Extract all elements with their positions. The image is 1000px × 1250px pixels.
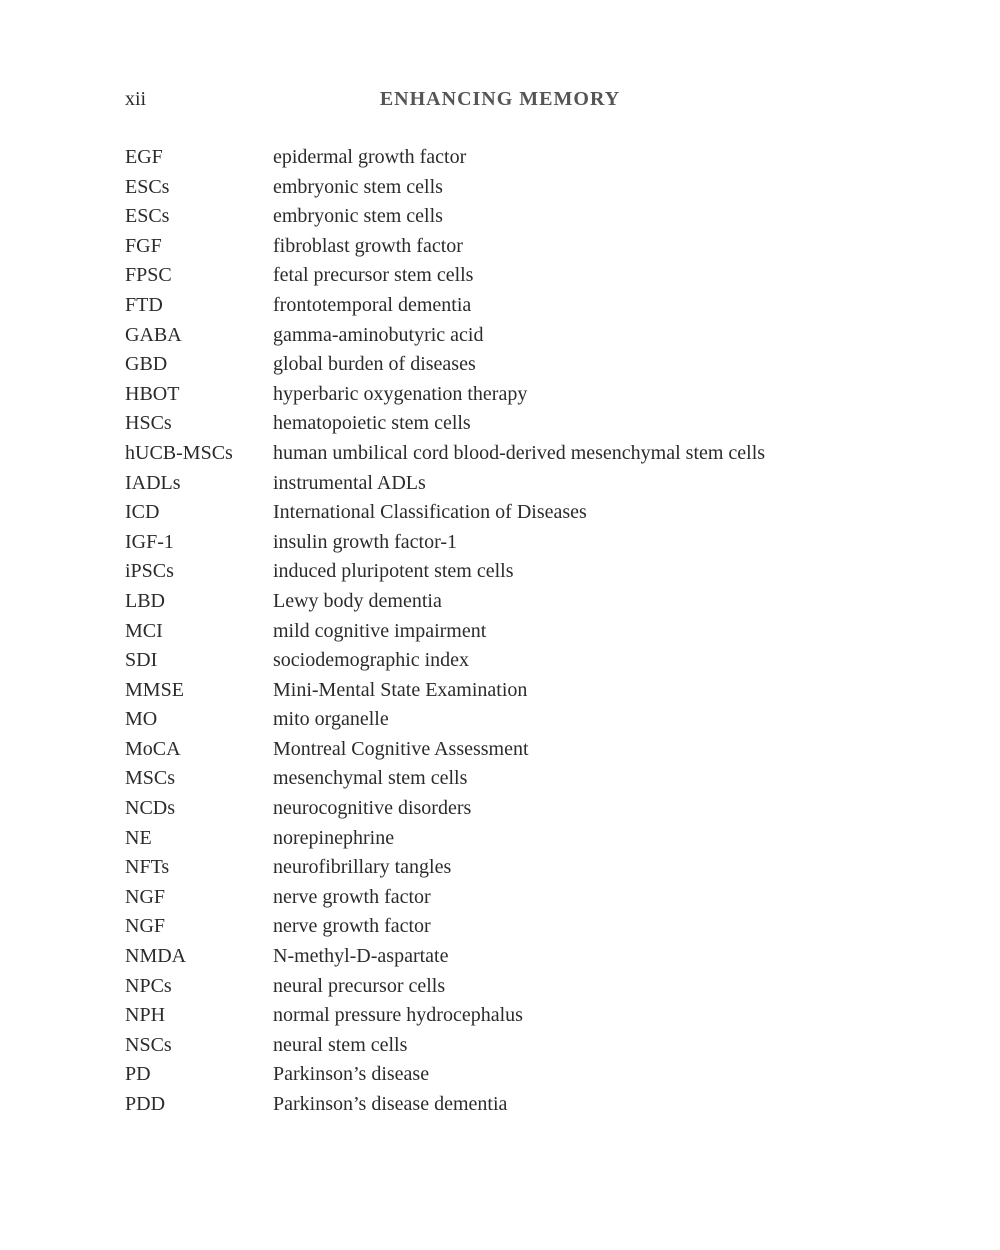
abbreviation-definition: Lewy body dementia	[273, 589, 442, 612]
abbreviation-definition: epidermal growth factor	[273, 146, 467, 168]
abbreviation-term: ICD	[125, 501, 160, 524]
abbreviation-definition: gamma-aminobutyric acid	[273, 323, 484, 346]
abbreviation-row	[125, 439, 885, 469]
abbreviation-term: NSCs	[125, 1033, 172, 1056]
abbreviation-term: ESCs	[125, 205, 170, 228]
abbreviation-row	[125, 232, 885, 262]
abbreviation-term: GBD	[125, 353, 168, 376]
abbreviation-row	[125, 1060, 885, 1090]
abbreviation-term: MMSE	[125, 678, 184, 701]
abbreviation-term: GABA	[125, 323, 182, 346]
abbreviation-row	[125, 735, 885, 765]
abbreviation-definition: embryonic stem cells	[273, 205, 443, 228]
abbreviation-definition: neurocognitive disorders	[273, 797, 472, 820]
abbreviation-term: NGF	[125, 885, 166, 908]
abbreviation-term: MO	[125, 708, 158, 731]
abbreviation-row	[125, 261, 885, 291]
abbreviation-term: NPH	[125, 1004, 166, 1027]
page-number: xii	[125, 88, 147, 110]
abbreviation-definition: mesenchymal stem cells	[273, 767, 468, 790]
abbreviation-term: HSCs	[125, 412, 172, 435]
abbreviation-row	[125, 942, 885, 972]
abbreviation-row	[125, 853, 885, 883]
abbreviation-term: FGF	[125, 234, 162, 257]
abbreviation-row	[125, 646, 885, 676]
abbreviation-definition: hematopoietic stem cells	[273, 412, 471, 435]
abbreviation-term: NCDs	[125, 797, 176, 820]
abbreviation-definition: neural stem cells	[273, 1033, 408, 1056]
abbreviation-row	[125, 1090, 885, 1120]
abbreviation-definition: mito organelle	[273, 708, 389, 731]
abbreviation-definition: Montreal Cognitive Assessment	[273, 737, 529, 760]
abbreviation-definition: International Classification of Diseases	[273, 501, 587, 524]
abbreviation-row	[125, 143, 885, 173]
abbreviation-definition: fibroblast growth factor	[273, 234, 463, 257]
abbreviation-definition: Parkinson’s disease dementia	[273, 1093, 508, 1115]
abbreviation-term: MoCA	[125, 737, 181, 760]
abbreviation-definition: N-methyl-D-aspartate	[273, 945, 449, 968]
abbreviation-definition: global burden of diseases	[273, 353, 476, 376]
abbreviation-definition: embryonic stem cells	[273, 175, 443, 198]
abbreviation-term: PD	[125, 1063, 151, 1086]
abbreviation-definition: instrumental ADLs	[273, 471, 426, 494]
abbreviation-row	[125, 587, 885, 617]
abbreviation-row	[125, 705, 885, 735]
page-header	[125, 85, 875, 113]
abbreviation-row	[125, 202, 885, 232]
abbreviation-definition: nerve growth factor	[273, 885, 431, 908]
abbreviation-definition: sociodemographic index	[273, 649, 470, 672]
abbreviation-row	[125, 498, 885, 528]
abbreviation-term: LBD	[125, 589, 165, 612]
abbreviation-row	[125, 972, 885, 1002]
abbreviation-term: MCI	[125, 619, 163, 642]
abbreviation-term: hUCB-MSCs	[125, 441, 233, 464]
abbreviation-row	[125, 617, 885, 647]
abbreviation-definition: mild cognitive impairment	[273, 619, 487, 642]
abbreviation-term: PDD	[125, 1093, 166, 1115]
abbreviation-definition: norepinephrine	[273, 826, 395, 849]
abbreviation-definition: hyperbaric oxygenation therapy	[273, 382, 528, 405]
abbreviation-row	[125, 528, 885, 558]
abbreviation-row	[125, 173, 885, 203]
abbreviation-term: MSCs	[125, 767, 176, 790]
abbreviation-row	[125, 883, 885, 913]
abbreviation-list	[125, 143, 885, 1120]
abbreviation-term: FTD	[125, 293, 163, 316]
abbreviation-term: FPSC	[125, 264, 172, 287]
abbreviation-term: IGF-1	[125, 530, 174, 553]
abbreviation-definition: neural precursor cells	[273, 974, 446, 997]
abbreviation-row	[125, 380, 885, 410]
abbreviation-row	[125, 676, 885, 706]
abbreviation-term: SDI	[125, 649, 158, 672]
abbreviation-row	[125, 1001, 885, 1031]
abbreviation-row	[125, 321, 885, 351]
abbreviation-row	[125, 1031, 885, 1061]
abbreviation-row	[125, 764, 885, 794]
abbreviation-term: NFTs	[125, 856, 170, 879]
abbreviation-definition: neurofibrillary tangles	[273, 856, 452, 879]
abbreviation-definition: human umbilical cord blood-derived mesenchymal stem cells	[273, 441, 766, 464]
abbreviation-term: iPSCs	[125, 560, 174, 583]
abbreviation-row	[125, 912, 885, 942]
abbreviation-term: NE	[125, 826, 152, 849]
abbreviation-row	[125, 291, 885, 321]
abbreviation-term: HBOT	[125, 382, 180, 405]
abbreviation-term: EGF	[125, 146, 163, 168]
abbreviation-definition: fetal precursor stem cells	[273, 264, 474, 287]
running-title: ENHANCING MEMORY	[379, 88, 621, 110]
abbreviation-definition: frontotemporal dementia	[273, 293, 472, 316]
abbreviation-term: ESCs	[125, 175, 170, 198]
abbreviation-row	[125, 794, 885, 824]
abbreviation-term: NMDA	[125, 945, 187, 968]
abbreviation-definition: nerve growth factor	[273, 915, 431, 938]
abbreviation-definition: Parkinson’s disease	[273, 1063, 430, 1086]
abbreviation-definition: Mini-Mental State Examination	[273, 678, 528, 701]
abbreviation-row	[125, 350, 885, 380]
abbreviation-definition: induced pluripotent stem cells	[273, 560, 514, 583]
abbreviation-definition: normal pressure hydrocephalus	[273, 1004, 523, 1027]
abbreviation-definition: insulin growth factor-1	[273, 530, 458, 553]
abbreviation-row	[125, 409, 885, 439]
abbreviation-term: IADLs	[125, 471, 181, 494]
abbreviation-term: NGF	[125, 915, 166, 938]
abbreviation-row	[125, 824, 885, 854]
abbreviation-row	[125, 557, 885, 587]
abbreviation-term: NPCs	[125, 974, 172, 997]
abbreviation-row	[125, 469, 885, 499]
